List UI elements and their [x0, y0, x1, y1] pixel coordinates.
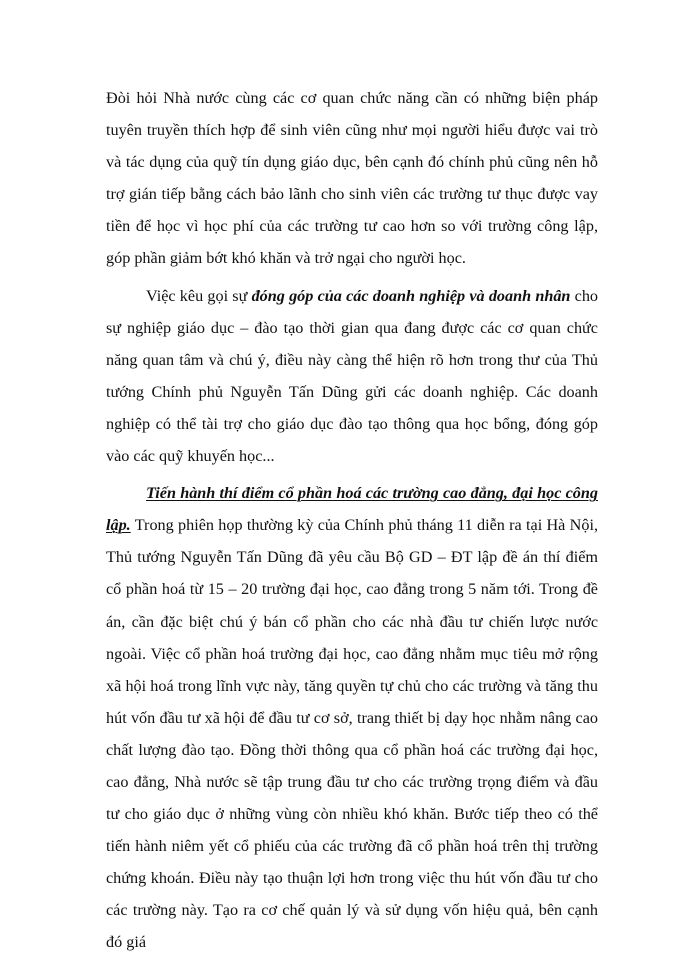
paragraph-business-contribution — [106, 280, 598, 473]
paragraph-equitization-pilot — [106, 477, 598, 958]
paragraph-text-body: Trong phiên họp thường kỳ của Chính phủ tháng 11 diễn ra tại Hà Nội, Thủ tướng Nguyễn Tấn Dũng đã yêu cầu Bộ GD – ĐT lập đề án thí điểm cổ phần hoá từ 15 – 20 trường đại học, cao đẳng trong 5 năm tới. Trong đề án, cần đặc biệt chú ý bán cổ phần cho các nhà đầu tư chiến lược nước ngoài. Việc cổ phần hoá trường đại học, cao đẳng nhằm mục tiêu mở rộng xã hội hoá trong lĩnh vực này, tăng quyền tự chủ cho các trường và tăng thu hút vốn đầu tư xã hội để đầu tư cơ sở, trang thiết bị dạy học nhằm nâng cao chất lượng đào tạo. Đồng thời thông qua cổ phần hoá các trường đại học, cao đẳng, Nhà nước sẽ tập trung đầu tư cho các trường trọng điểm và đầu tư cho giáo dục ở những vùng còn nhiều khó khăn. Bước tiếp theo có thể tiến hành niêm yết cổ phiếu của các trường đã cổ phần hoá trên thị trường chứng khoán. Điều này tạo thuận lợi hơn trong việc thu hút vốn đầu tư cho các trường này. Tạo ra cơ chế quản lý và sử dụng vốn hiệu quả, bên cạnh đó giá — [106, 516, 598, 952]
emphasized-phrase: đóng góp của các doanh nghiệp và doanh nhân — [251, 286, 571, 305]
paragraph-lead-heading: Tiến hành thí điểm cổ phần hoá các trường cao đẳng, đại học công lập. — [106, 484, 598, 535]
paragraph-text-after: cho sự nghiệp giáo dục – đào tạo thời gian qua đang được các cơ quan chức năng quan tâm và chú ý, điều này càng thể hiện rõ hơn trong thư của Thủ tướng Chính phủ Nguyễn Tấn Dũng gửi các doanh nghiệp. Các doanh nghiệp có thể tài trợ cho giáo dục đào tạo thông qua học bổng, đóng góp vào các quỹ khuyến học... — [106, 286, 599, 466]
paragraph-state-support — [106, 82, 598, 275]
paragraph-text: Đòi hỏi Nhà nước cùng các cơ quan chức năng cần có những biện pháp tuyên truyền thích hợp để sinh viên cũng như mọi người hiểu được vai trò và tác dụng của quỹ tín dụng giáo dục, bên cạnh đó chính phủ cũng nên hỗ trợ gián tiếp bằng cách bảo lãnh cho sinh viên các trường tư thục được vay tiền để học vì học phí của các trường tư cao hơn so với trường công lập, góp phần giảm bớt khó khăn và trở ngại cho người học. — [106, 89, 598, 268]
paragraph-text-before: Việc kêu gọi sự — [146, 286, 252, 305]
document-body — [106, 82, 598, 964]
